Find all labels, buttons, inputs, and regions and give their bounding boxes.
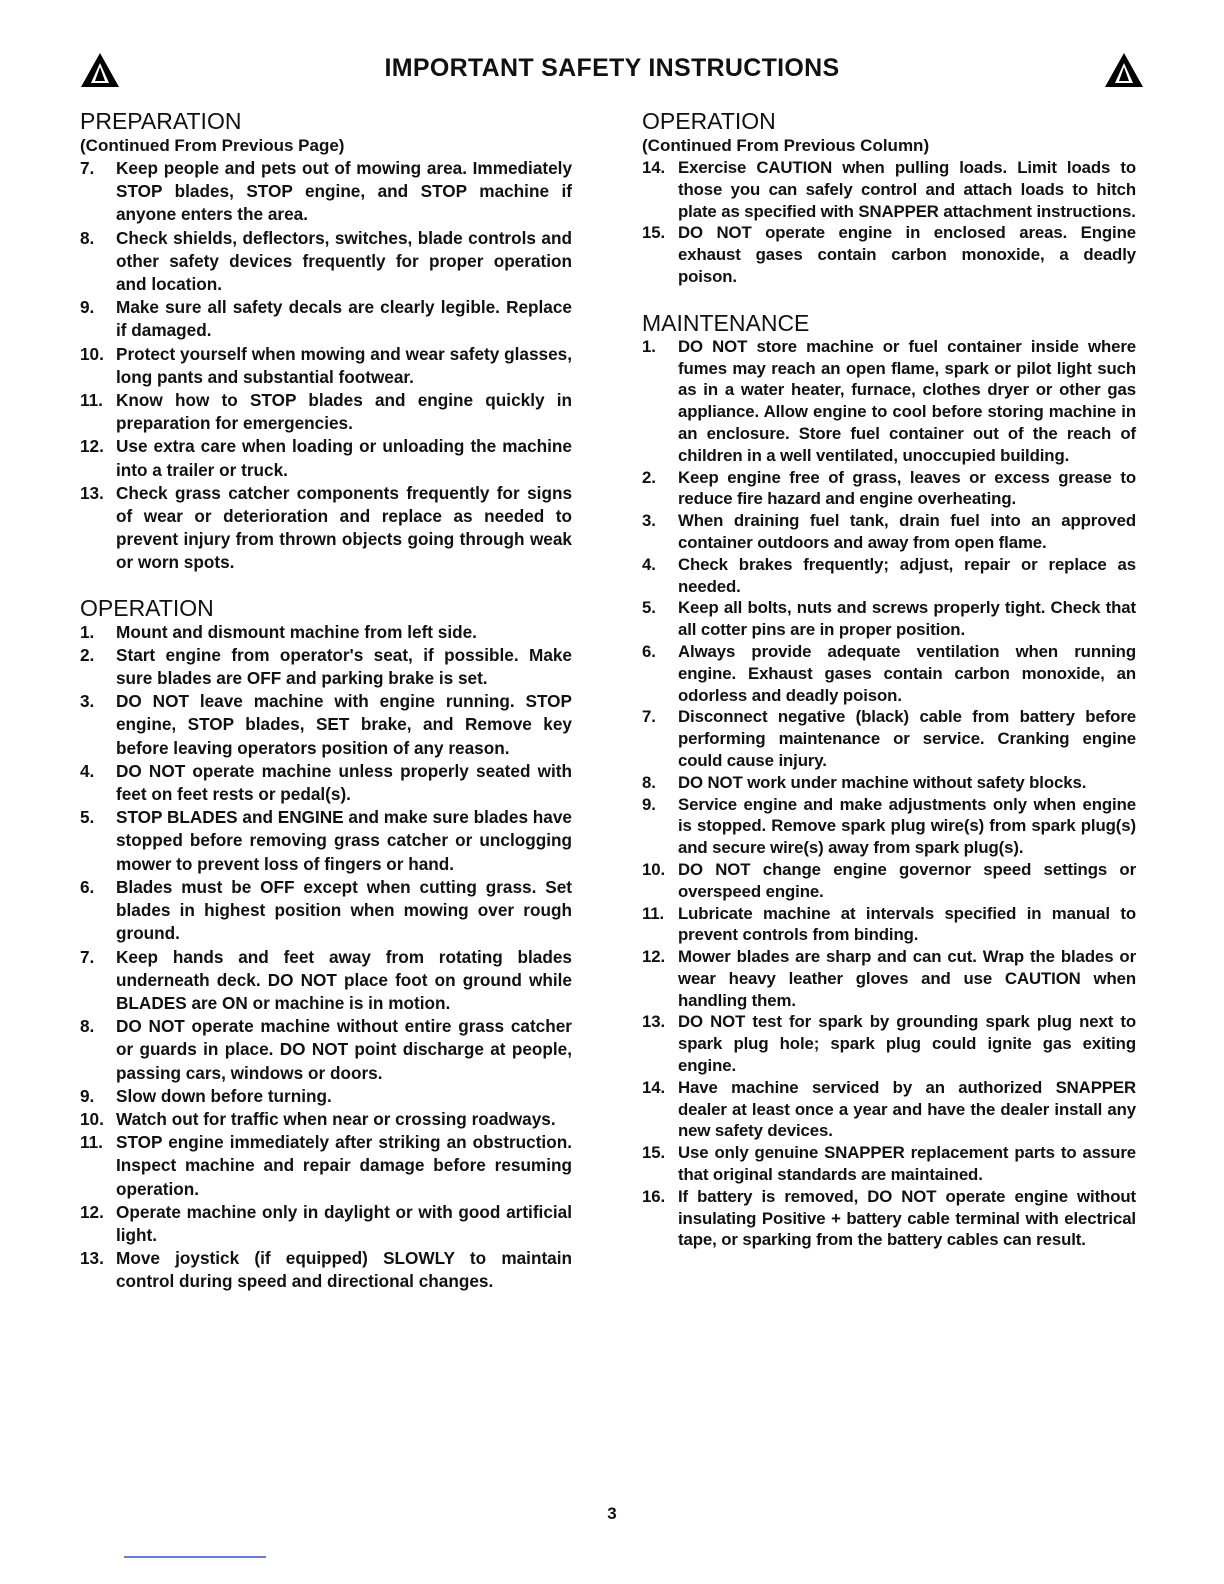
item-number: 13.: [80, 482, 104, 503]
item-text: Move joystick (if equipped) SLOWLY to maintain control during speed and directional changes.: [116, 1248, 572, 1292]
list-item: [80, 1108, 572, 1131]
item-number: 15.: [642, 223, 666, 243]
item-text: Start engine from operator's seat, if possible. Make sure blades are OFF and parking brake is set.: [116, 644, 572, 689]
item-number: 6.: [80, 876, 95, 897]
list-item: [642, 1186, 1136, 1251]
item-text: Check shields, deflectors, switches, blade controls and other safety devices frequently for proper operation and location.: [116, 227, 572, 295]
item-number: 8.: [642, 772, 656, 792]
item-text: If battery is removed, DO NOT operate engine without insulating Positive + battery cable terminal with electrical tape, or sparking from the battery cables can result.: [678, 1186, 1136, 1250]
item-number: 8.: [80, 1016, 95, 1037]
item-text: Operate machine only in daylight or with good artificial light.: [116, 1201, 572, 1245]
item-number: 7.: [80, 158, 95, 178]
item-text: Mount and dismount machine from left side.: [116, 621, 477, 642]
item-text: DO NOT change engine governor speed settings or overspeed engine.: [678, 859, 1136, 901]
list-item: [642, 157, 1136, 222]
list-item: [80, 1015, 572, 1085]
operation-list: [80, 621, 572, 1294]
list-item: [642, 1077, 1136, 1142]
item-number: 11.: [642, 903, 665, 923]
list-item: [80, 621, 572, 644]
item-text: Have machine serviced by an authorized SNAPPER dealer at least once a year and have the dealer install any new safety devices.: [678, 1077, 1136, 1141]
item-number: 3.: [80, 691, 95, 712]
item-number: 9.: [80, 297, 95, 318]
item-number: 7.: [80, 946, 95, 967]
list-item: [642, 946, 1136, 1011]
operation-continued-section: [642, 108, 1136, 288]
operation-section: [80, 595, 572, 1294]
list-item: [80, 806, 572, 876]
item-text: DO NOT work under machine without safety blocks.: [678, 772, 1087, 792]
list-item: [80, 389, 572, 435]
warning-triangle-icon: [1104, 52, 1144, 88]
item-number: 1.: [80, 621, 95, 642]
list-item: [642, 597, 1136, 641]
section-heading: MAINTENANCE: [642, 309, 810, 336]
item-text: STOP BLADES and ENGINE and make sure blades have stopped before removing grass catcher or unclogging mower to prevent loss of fingers or hand.: [116, 807, 572, 874]
item-text: DO NOT test for spark by grounding spark plug next to spark plug hole; spark plug could ignite gas exiting engine.: [678, 1012, 1136, 1076]
list-item: [80, 1131, 572, 1201]
item-text: Mower blades are sharp and can cut. Wrap the blades or wear heavy leather gloves and use CAUTION when handling them.: [678, 947, 1136, 1010]
item-text: Keep people and pets out of mowing area. Immediately STOP blades, STOP engine, and STOP machine if anyone enters the area.: [116, 158, 572, 225]
list-item: [642, 794, 1136, 859]
item-number: 4.: [642, 554, 656, 574]
maintenance-list: [642, 336, 1136, 1251]
item-text: Check grass catcher components frequently for signs of wear or deterioration and replace as needed to prevent injury from thrown objects going through weak or worn spots.: [116, 482, 572, 573]
item-number: 12.: [642, 947, 666, 967]
continued-note: (Continued From Previous Column): [642, 136, 930, 155]
operation-continued-list: [642, 157, 1136, 288]
list-item: [80, 1201, 572, 1247]
list-item: [642, 336, 1136, 467]
item-number: 9.: [80, 1085, 95, 1106]
list-item: [80, 343, 572, 389]
section-spacer: [80, 575, 572, 595]
item-text: Use only genuine SNAPPER replacement parts to assure that original standards are maintained.: [678, 1143, 1136, 1185]
section-heading: OPERATION: [642, 108, 776, 134]
preparation-list: [80, 157, 572, 575]
list-item: [80, 1247, 572, 1293]
item-number: 8.: [80, 227, 95, 248]
list-item: [80, 876, 572, 946]
section-spacer: [642, 288, 1136, 310]
item-text: Service engine and make adjustments only when engine is stopped. Remove spark plug wire(s) from spark plug(s) and secure wire(s) away from spark plug(s).: [678, 794, 1136, 858]
item-text: Exercise CAUTION when pulling loads. Limit loads to those you can safely control and attach loads to hitch plate as specified with SNAPPER attachment instructions.: [678, 158, 1136, 221]
list-item: [642, 641, 1136, 706]
list-item: [642, 510, 1136, 554]
item-text: Lubricate machine at intervals specified in manual to prevent controls from binding.: [678, 903, 1136, 945]
list-item: [80, 157, 572, 227]
list-item: [642, 706, 1136, 771]
item-text: Disconnect negative (black) cable from battery before performing maintenance or service. Cranking engine could cause injury.: [678, 707, 1136, 770]
item-text: Keep all bolts, nuts and screws properly tight. Check that all cotter pins are in proper position.: [678, 598, 1136, 640]
item-text: Use extra care when loading or unloading the machine into a trailer or truck.: [116, 436, 572, 480]
item-number: 14.: [642, 158, 666, 177]
item-text: STOP engine immediately after striking an obstruction. Inspect machine and repair damage before resuming operation.: [116, 1132, 572, 1199]
list-item: [642, 222, 1136, 287]
list-item: [642, 859, 1136, 903]
list-item: [80, 644, 572, 690]
item-text: DO NOT operate engine in enclosed areas. Engine exhaust gases contain carbon monoxide, a deadly poison.: [678, 223, 1136, 286]
page-title: IMPORTANT SAFETY INSTRUCTIONS: [384, 54, 840, 82]
item-number: 11.: [80, 390, 103, 411]
item-number: 13.: [642, 1012, 666, 1032]
item-text: Blades must be OFF except when cutting grass. Set blades in highest position when mowing over rough ground.: [116, 876, 572, 944]
item-number: 5.: [642, 598, 656, 618]
item-number: 5.: [80, 807, 95, 828]
list-item: [80, 1085, 572, 1108]
section-heading: PREPARATION: [80, 108, 242, 134]
list-item: [642, 1142, 1136, 1186]
preparation-section: [80, 108, 572, 575]
item-text: DO NOT operate machine unless properly seated with feet on feet rests or pedal(s).: [116, 760, 572, 805]
item-text: Know how to STOP blades and engine quickly in preparation for emergencies.: [116, 390, 572, 434]
right-column: [642, 108, 1136, 1251]
footer-rule: [124, 1556, 266, 1558]
item-number: 2.: [80, 644, 95, 665]
list-item: [80, 435, 572, 481]
item-number: 13.: [80, 1248, 104, 1269]
item-number: 10.: [80, 343, 104, 364]
list-item: [642, 467, 1136, 511]
page-header: [80, 52, 1144, 92]
list-item: [80, 296, 572, 342]
list-item: [80, 227, 572, 297]
continued-note: (Continued From Previous Page): [80, 136, 345, 155]
item-text: Check brakes frequently; adjust, repair or replace as needed.: [678, 554, 1136, 596]
list-item: [642, 903, 1136, 947]
list-item: [80, 482, 572, 575]
item-number: 2.: [642, 467, 656, 487]
item-text: Keep engine free of grass, leaves or excess grease to reduce fire hazard and engine overheating.: [678, 467, 1136, 509]
item-number: 1.: [642, 336, 656, 356]
list-item: [80, 946, 572, 1016]
item-text: Watch out for traffic when near or crossing roadways.: [116, 1108, 556, 1129]
item-number: 3.: [642, 511, 656, 531]
item-text: DO NOT store machine or fuel container inside where fumes may reach an open flame, spark or pilot light such as in a water heater, furnace, clothes dryer or other gas appliance. Allow engine to cool before storing machine in an enclosure. Store fuel container out of the reach of children in a well ventilated, unoccupied building.: [678, 336, 1136, 465]
item-text: Make sure all safety decals are clearly legible. Replace if damaged.: [116, 297, 572, 341]
item-text: When draining fuel tank, drain fuel into an approved container outdoors and away from open flame.: [678, 511, 1136, 552]
list-item: [642, 772, 1136, 794]
page-number: 3: [607, 1504, 617, 1523]
item-text: Always provide adequate ventilation when running engine. Exhaust gases contain carbon monoxide, an odorless and deadly poison.: [678, 641, 1136, 705]
item-number: 15.: [642, 1143, 666, 1163]
item-number: 16.: [642, 1186, 666, 1206]
item-number: 9.: [642, 794, 656, 814]
item-text: DO NOT leave machine with engine running. STOP engine, STOP blades, SET brake, and Remove key before leaving operators position of any reason.: [116, 691, 572, 758]
maintenance-section: [642, 310, 1136, 1251]
list-item: [80, 760, 572, 806]
item-number: 10.: [642, 859, 666, 879]
section-heading: OPERATION: [80, 594, 214, 621]
list-item: [642, 554, 1136, 598]
item-number: 6.: [642, 641, 656, 661]
item-text: Protect yourself when mowing and wear safety glasses, long pants and substantial footwear.: [116, 343, 572, 387]
item-text: Slow down before turning.: [116, 1085, 332, 1106]
list-item: [80, 690, 572, 760]
left-column: [80, 108, 572, 1294]
item-number: 14.: [642, 1077, 666, 1097]
list-item: [642, 1011, 1136, 1076]
item-text: Keep hands and feet away from rotating blades underneath deck. DO NOT place foot on ground while BLADES are ON or machine is in motion.: [116, 946, 572, 1013]
item-number: 12.: [80, 1201, 104, 1222]
item-text: DO NOT operate machine without entire grass catcher or guards in place. DO NOT point discharge at people, passing cars, windows or doors.: [116, 1016, 572, 1083]
item-number: 7.: [642, 707, 656, 727]
item-number: 10.: [80, 1108, 104, 1129]
item-number: 12.: [80, 436, 104, 457]
item-number: 4.: [80, 760, 95, 781]
item-number: 11.: [80, 1132, 103, 1153]
